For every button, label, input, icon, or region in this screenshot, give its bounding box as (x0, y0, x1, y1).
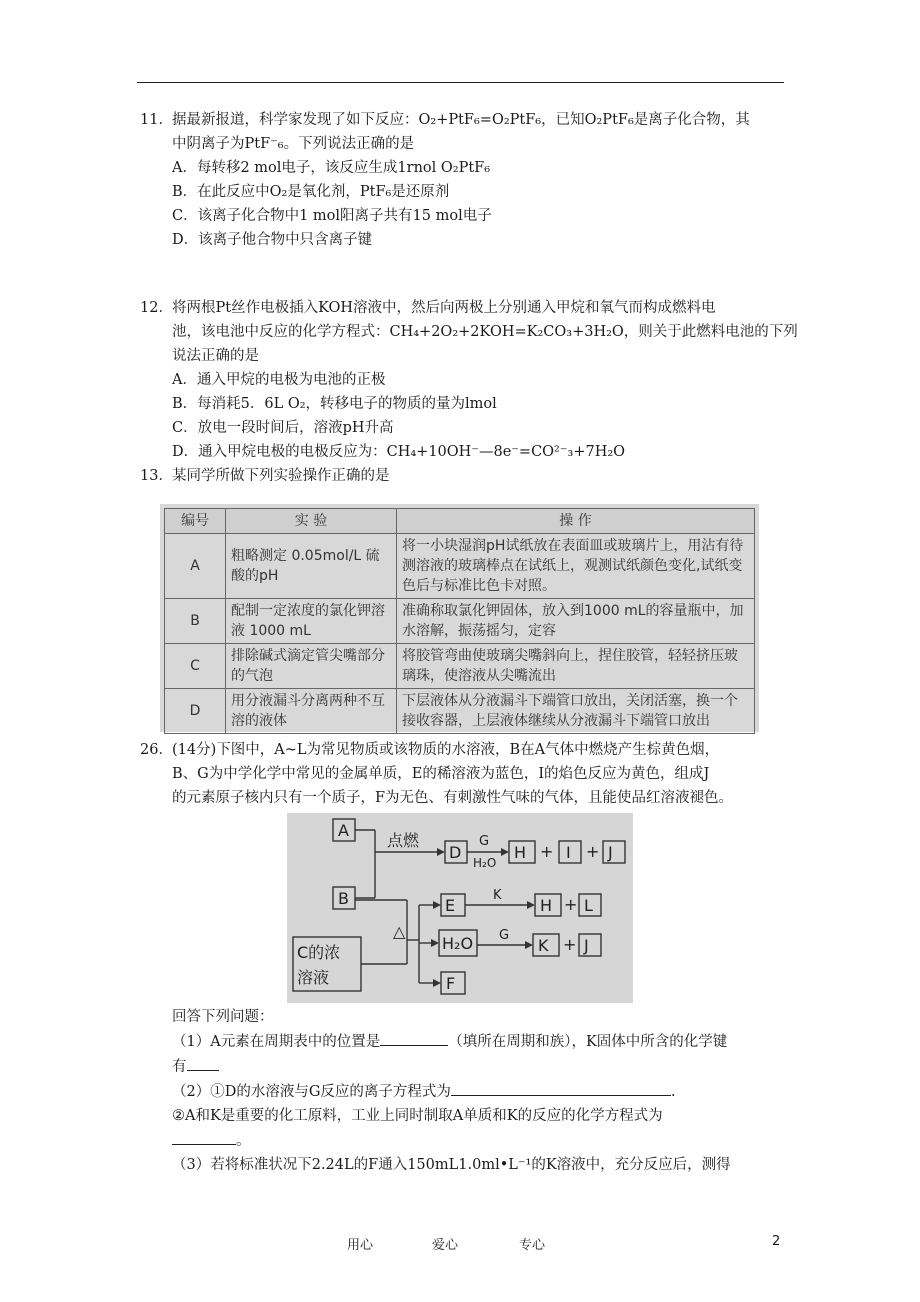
table-cell: 配制一定浓度的氯化钾溶液 1000 mL (226, 599, 397, 644)
plus-3: + (564, 895, 578, 914)
node-water: H₂O (442, 934, 474, 953)
table-cell: D (165, 689, 226, 734)
table-cell: C (165, 644, 226, 689)
table-cell: 粗略测定 0.05mol/L 硫酸的pH (226, 534, 397, 599)
q26-line2: B、G为中学化学中常见的金属单质，E的稀溶液为蓝色，I的焰色反应为黄色，组成J (172, 766, 710, 782)
node-d: D (449, 843, 462, 862)
questions-11-13 (140, 108, 798, 488)
table-header-operation: 操 作 (397, 509, 755, 534)
label-k: K (493, 888, 502, 903)
table-header-code: 编号 (165, 509, 226, 534)
label-g2: G (499, 928, 510, 943)
answer-blank-1[interactable] (380, 1029, 448, 1046)
q11-text1: 据最新报道，科学家发现了如下反应：O₂+PtF₆=O₂PtF₆，已知O₂PtF₆是离子化合物，其 (172, 112, 750, 128)
table-row (165, 599, 755, 644)
table-cell: 准确称取氯化钾固体，放入到1000 mL的容量瓶中，加水溶解，振荡摇匀，定容 (397, 599, 755, 644)
q12-line2: 池，该电池中反应的化学方程式：CH₄+2O₂+2KOH=K₂CO₃+3H₂O，则关于此燃料电池的下列 (172, 324, 798, 340)
part1-text-a: （1）A元素在周期表中的位置是 (172, 1034, 381, 1050)
answer-blank-2[interactable] (187, 1054, 219, 1071)
label-h2o: H₂O (473, 856, 497, 870)
q12-text1: 将两根Pt丝作电极插入KOH溶液中，然后向两极上分别通入甲烷和氧气而构成燃料电 (172, 300, 716, 316)
answer-blank-4[interactable] (172, 1128, 236, 1145)
part1-text-b: （填所在周期和族），K固体中所含的化学键 (448, 1034, 728, 1050)
part2-end: . (670, 1084, 676, 1100)
node-h2: H (540, 896, 553, 915)
q12-number: 12． (140, 300, 173, 316)
table-header-row (165, 509, 755, 534)
table-cell: 排除碱式滴定管尖嘴部分的气泡 (226, 644, 397, 689)
q26-line1 (140, 738, 790, 762)
q13-number: 13． (140, 468, 173, 484)
table-row (165, 534, 755, 599)
q26-questions (140, 1005, 790, 1177)
label-ignite: 点燃 (387, 831, 420, 850)
reaction-diagram-svg (287, 813, 633, 1003)
plus-4: + (563, 935, 577, 954)
part1-line2 (140, 1054, 790, 1079)
q11-line2: 中阴离子为PtF⁻₆。下列说法正确的是 (172, 136, 415, 152)
q12-option-b: B．每消耗5．6L O₂，转移电子的物质的量为lmol (172, 396, 497, 412)
part2-text-a: （2）①D的水溶液与G反应的离子方程式为 (172, 1084, 451, 1100)
node-l: L (584, 896, 593, 915)
answer-blank-3[interactable] (451, 1079, 671, 1096)
header-rule (137, 82, 784, 83)
q11-line1 (140, 108, 790, 132)
table-row (165, 689, 755, 734)
q13-line1 (140, 464, 790, 488)
node-e: E (445, 896, 456, 915)
node-c-line1: C的浓 (297, 943, 341, 962)
table-cell: 将一小块湿润pH试纸放在表面皿或玻璃片上，用沾有待测溶液的玻璃棒点在试纸上，观测试纸颜色变化,试纸变色后与标准比色卡对照。 (397, 534, 755, 599)
node-j: J (608, 843, 613, 862)
q26-number: 26． (140, 742, 173, 758)
q11-option-b: B．在此反应中O₂是氧化剂，PtF₆是还原剂 (172, 184, 450, 200)
q26-line3: 的元素原子核内只有一个质子，F为无色、有刺激性气味的气体，且能使品红溶液褪色。 (172, 790, 734, 806)
q11-option-d: D．该离子他合物中只含离子键 (172, 232, 373, 248)
q13-table (164, 508, 755, 734)
node-j2: J (584, 936, 589, 955)
label-heat: △ (393, 922, 406, 941)
q26-text1: (14分)下图中，A~L为常见物质或该物质的水溶液，B在A气体中燃烧产生棕黄色烟， (172, 742, 720, 758)
part2-line1 (140, 1079, 790, 1104)
table-cell: 下层液体从分液漏斗下端管口放出，关闭活塞，换一个接收容器，上层液体继续从分液漏斗下端管口放出 (397, 689, 755, 734)
table-row (165, 644, 755, 689)
footer-text-1: 用心 (347, 1238, 374, 1253)
table-cell: A (165, 534, 226, 599)
plus-2: + (586, 842, 600, 861)
table-cell: B (165, 599, 226, 644)
node-k: K (538, 936, 549, 955)
part2-line3-end: 。 (236, 1133, 251, 1149)
q13-table-image (160, 504, 759, 732)
q12-line3: 说法正确的是 (172, 348, 259, 364)
part1-text-c: 有 (172, 1059, 187, 1075)
table-header-experiment: 实 验 (226, 509, 397, 534)
node-f: F (446, 974, 456, 993)
q12-option-c: C．放电一段时间后，溶液pH升高 (172, 420, 394, 436)
q13-stem: 某同学所做下列实验操作正确的是 (172, 468, 390, 484)
q12-option-a: A．通入甲烷的电极为电池的正极 (172, 372, 386, 388)
q11-number: 11． (140, 112, 173, 128)
q12-line1 (140, 296, 790, 320)
q11-option-a: A．每转移2 mol电子，该反应生成1rnol O₂PtF₆ (172, 160, 491, 176)
plus-1: + (540, 842, 554, 861)
node-i: I (566, 843, 571, 862)
q12-option-d: D．通入甲烷电极的电极反应为：CH₄+10OH⁻—8e⁻=CO²⁻₃+7H₂O (172, 444, 626, 460)
part2-line2: ②A和K是重要的化工原料，工业上同时制取A单质和K的反应的化学方程式为 (172, 1108, 663, 1124)
q11-option-c: C．该离子化合物中1 mol阳离子共有15 mol电子 (172, 208, 492, 224)
q26-stem (140, 738, 790, 810)
node-b: B (338, 889, 349, 908)
page-number: 2 (772, 1234, 781, 1249)
reaction-diagram (287, 813, 633, 1003)
answer-intro: 回答下列问题： (172, 1009, 274, 1025)
footer-text-2: 爱心 (432, 1238, 459, 1253)
node-a: A (338, 821, 349, 840)
node-c-line2: 溶液 (297, 968, 330, 987)
table-cell: 将胶管弯曲使玻璃尖嘴斜向上，捏住胶管，轻轻挤压玻璃珠，使溶液从尖嘴流出 (397, 644, 755, 689)
part2-line3 (140, 1128, 790, 1153)
label-g: G (479, 834, 490, 849)
footer-text-3: 专心 (519, 1238, 546, 1253)
node-h: H (514, 843, 527, 862)
table-cell: 用分液漏斗分离两种不互溶的液体 (226, 689, 397, 734)
part3-line1: （3）若将标准状况下2.24L的F通入150mL1.0ml•L⁻¹的K溶液中，充分反应后，测得 (172, 1157, 731, 1173)
part1-line1 (140, 1029, 790, 1054)
